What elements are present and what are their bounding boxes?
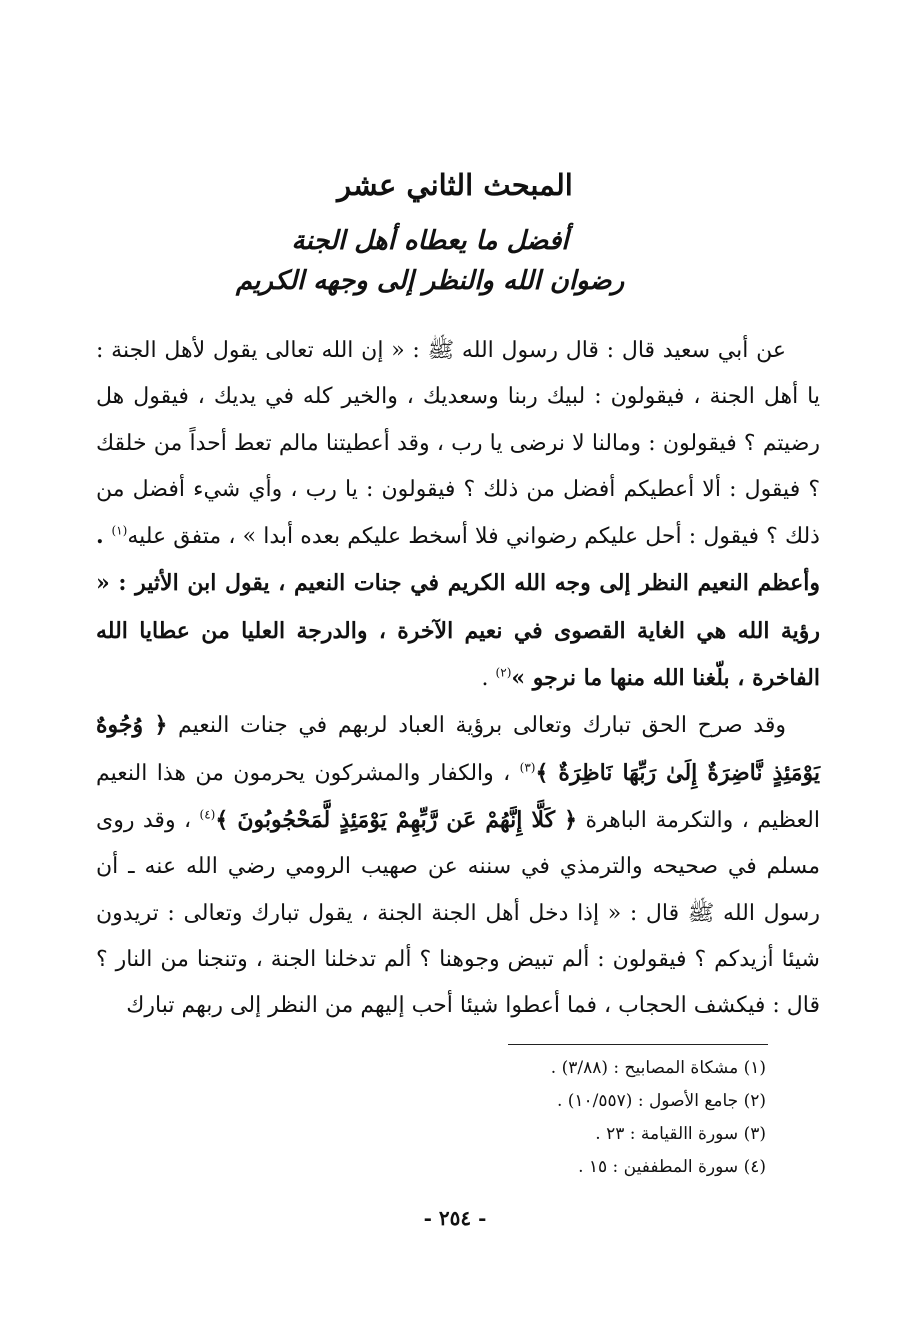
footnote-ref-4: (٤) <box>199 807 216 822</box>
quran-verse-2: ﴿ كَلَّا إِنَّهُمْ عَن رَّبِّهِمْ يَوْمَئِذٍ لَّمَحْجُوبُونَ ﴾ <box>215 806 578 833</box>
paragraph-2-text-3: ، وقد روى مسلم في صحيحه والترمذي في سننه عن صهيب الرومي رضي الله عنه ـ أن رسول الله ﷺ قال : « إذا دخل أهل الجنة الجنة ، يقول تبارك وتعالى : تريدون شيئا أزيدكم ؟ فيقولون : ألم تبيض وجوهنا ؟ ألم تدخلنا الجنة ، وتنجنا من النار ؟ قال : فيكشف الحجاب ، فما أعطوا شيئا أحب إليهم من النظر إلى ربهم تبارك <box>96 807 820 1019</box>
subtitle-line-1: أفضل ما يعطاه أهل الجنة <box>291 226 569 256</box>
paragraph-1-bold-text: . وأعظم النعيم النظر إلى وجه الله الكريم في جنات النعيم ، يقول ابن الأثير : « رؤية الله هي الغاية القصوى في نعيم الآخرة ، والدرجة العليا من عطايا الله الفاخرة ، بلّغنا الله منها ما نرجو » <box>96 523 821 692</box>
paragraph-2-text-2: ، والكفار والمشركون يحرمون من هذا النعيم العظيم ، والتكرمة الباهرة <box>96 760 820 833</box>
footnote-ref-1: (١) <box>111 523 128 538</box>
footnote-4: (٤) سورة المطففين : ١٥ . <box>578 1157 766 1177</box>
footnote-ref-2: (٢) <box>495 665 512 680</box>
footnotes-list <box>96 1052 766 1184</box>
subtitle-line-2: رضوان الله والنظر إلى وجهه الكريم <box>235 266 625 296</box>
quran-verse-1: ﴿ وُجُوهٌ يَوْمَئِذٍ نَّاضِرَةٌ إِلَىٰ رَبِّهَا نَاظِرَةٌ ﴾ <box>96 712 820 786</box>
paragraph-2-text-1: وقد صرح الحق تبارك وتعالى برؤية العباد لربهم في جنات النعيم <box>167 713 787 739</box>
paragraph-2 <box>96 702 820 1029</box>
footnote-ref-3: (٣) <box>519 760 536 775</box>
page-number: - ٢٥٤ - <box>423 1206 487 1230</box>
footnote-1: (١) مشكاة المصابيح : (٣/٨٨) . <box>550 1058 766 1078</box>
main-text <box>96 328 820 1029</box>
chapter-title: المبحث الثاني عشر <box>337 168 573 202</box>
footnote-3: (٣) سورة االقيامة : ٢٣ . <box>595 1124 766 1144</box>
footnote-2: (٢) جامع الأصول : (١٠/٥٥٧) . <box>556 1091 766 1111</box>
paragraph-1-text: عن أبي سعيد قال : قال رسول الله ﷺ : « إن الله تعالى يقول لأهل الجنة : يا أهل الجنة ، فيقولون : لبيك ربنا وسعديك ، والخير كله في يديك ، فيقول هل رضيتم ؟ فيقولون : ومالنا لا نرضى يا رب ، وقد أعطيتنا مالم تعط أحداً من خلقك ؟ فيقول : ألا أعطيكم أفضل من ذلك ؟ فيقولون : يا رب ، وأي شيء أفضل من ذلك ؟ فيقول : أحل عليكم رضواني فلا أسخط عليكم بعده أبدا » ، متفق عليه <box>96 338 820 550</box>
footnote-divider <box>508 1044 768 1045</box>
paragraph-1-end: . <box>481 666 496 692</box>
paragraph-1 <box>96 328 820 702</box>
